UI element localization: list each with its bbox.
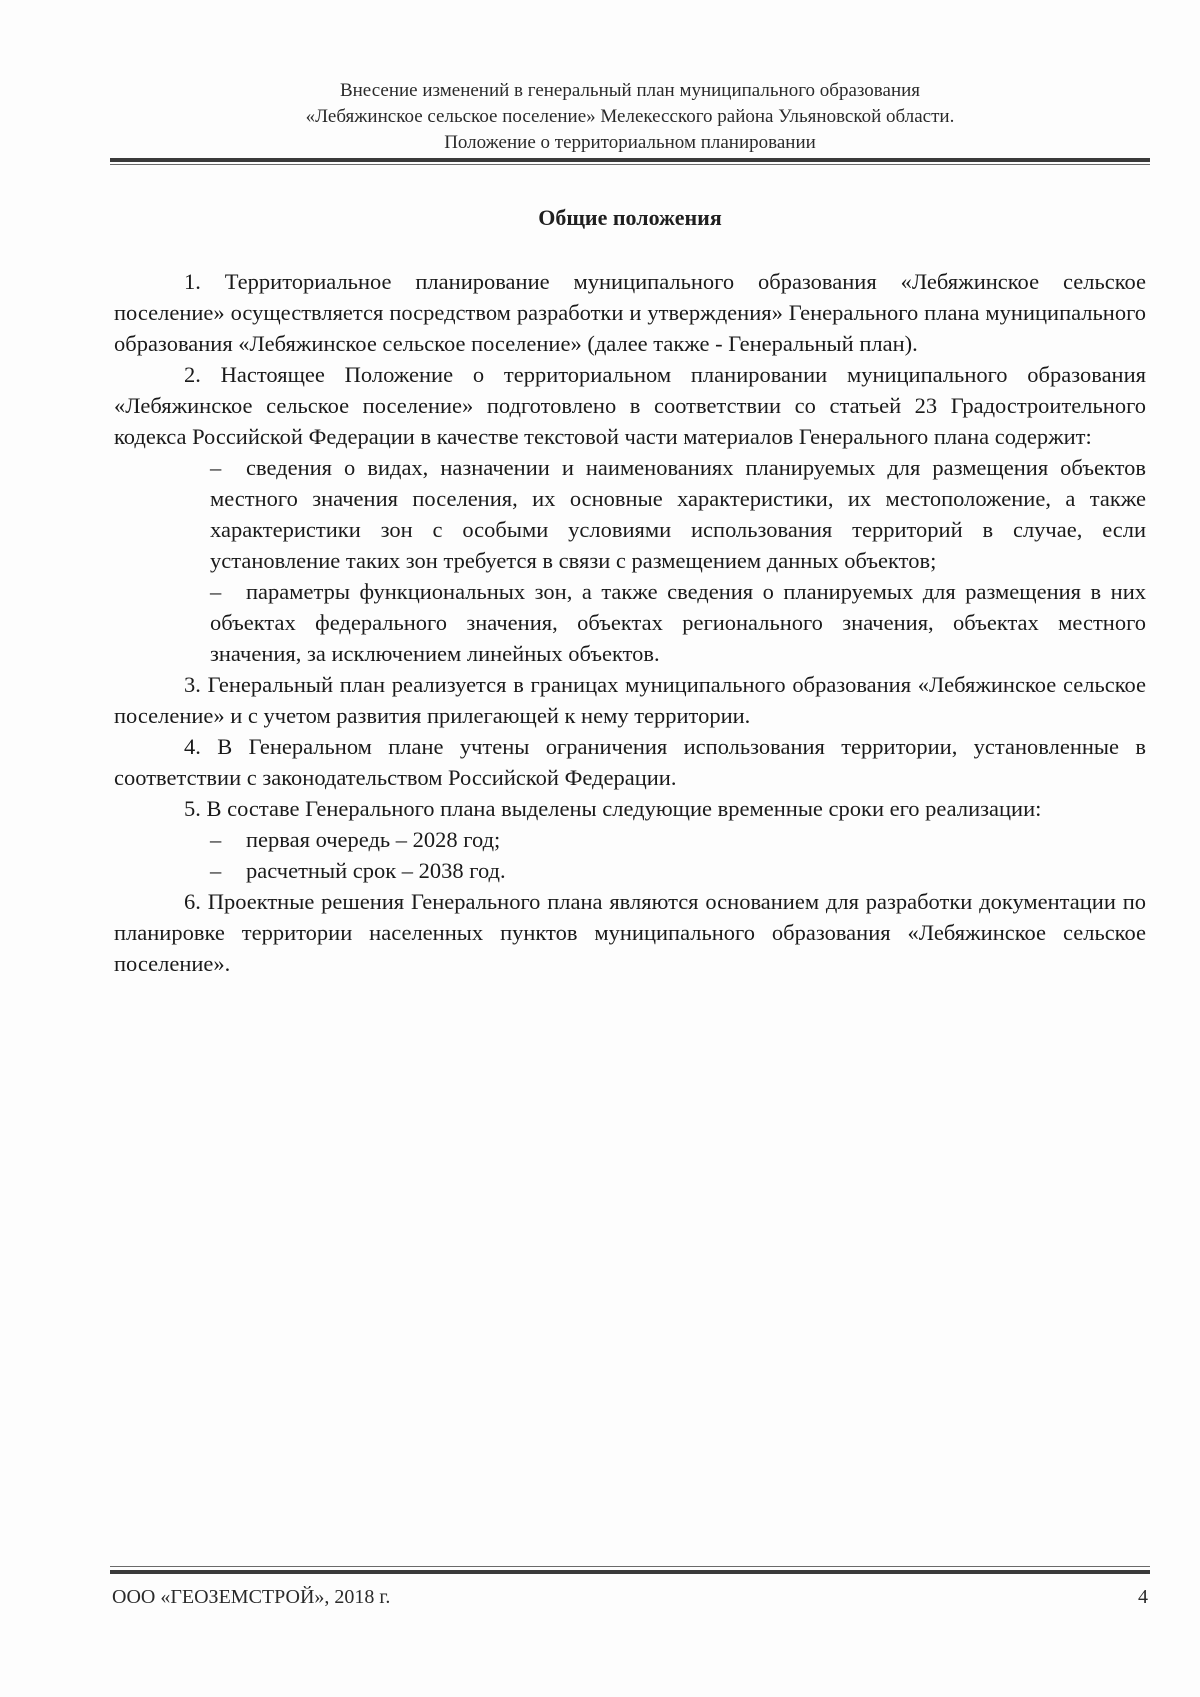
- list-item: [210, 576, 1146, 669]
- paragraph-6: 6. Проектные решения Генерального плана являются основанием для разработки документации по планировке территории населенных пунктов муниципального образования «Лебяжинское сельское поселение».: [114, 889, 1146, 976]
- page-number: 4: [1138, 1586, 1148, 1608]
- list-item: [210, 855, 1146, 886]
- header-line-3: Положение о территориальном планировании: [444, 132, 816, 153]
- header-rule-thin: [110, 164, 1150, 165]
- dash-marker: –: [210, 858, 222, 883]
- dash-marker: –: [210, 827, 222, 852]
- header-rule-thick: [110, 158, 1150, 162]
- paragraph-1: 1. Территориальное планирование муниципального образования «Лебяжинское сельское поселение» осуществляется посредством разработки и утверждения» Генерального плана муниципального образования «Лебяжинское сельское поселение» (далее также - Генеральный план).: [114, 269, 1146, 356]
- dash-marker: –: [210, 455, 222, 480]
- footer-rule-thin: [110, 1566, 1150, 1567]
- body-text: [114, 266, 1146, 979]
- list-item: [210, 452, 1146, 576]
- list-item-text: первая очередь – 2028 год;: [246, 827, 501, 852]
- dash-marker: –: [210, 579, 222, 604]
- header-line-2: «Лебяжинское сельское поселение» Мелекесского района Ульяновской области.: [305, 106, 955, 127]
- running-header: [110, 78, 1150, 156]
- list-item-text: расчетный срок – 2038 год.: [246, 858, 506, 883]
- header-line-1: Внесение изменений в генеральный план муниципального образования: [339, 80, 921, 101]
- paragraph-3: 3. Генеральный план реализуется в границах муниципального образования «Лебяжинское сельское поселение» и с учетом развития прилегающей к нему территории.: [114, 672, 1146, 728]
- list-item-text: сведения о видах, назначении и наименованиях планируемых для размещения объектов местного значения поселения, их основные характеристики, их местоположение, а также характеристики зон с особыми условиями использования территорий в случае, если установление таких зон требуется в связи с размещением данных объектов;: [210, 455, 1146, 573]
- paragraph-2: 2. Настоящее Положение о территориальном планировании муниципального образования «Лебяжинское сельское поселение» подготовлено в соответствии со статьей 23 Градостроительного кодекса Российской Федерации в качестве текстовой части материалов Генерального плана содержит:: [114, 362, 1146, 449]
- footer-rule-thick: [110, 1570, 1150, 1574]
- list-item-text: параметры функциональных зон, а также сведения о планируемых для размещения в них объектах федерального значения, объектах регионального значения, объектах местного значения, за исключением линейных объектов.: [210, 579, 1146, 666]
- list-item: [210, 824, 1146, 855]
- paragraph-5: 5. В составе Генерального плана выделены следующие временные сроки его реализации:: [184, 796, 1042, 821]
- section-title: Общие положения: [538, 205, 722, 230]
- paragraph-4: 4. В Генеральном плане учтены ограничения использования территории, установленные в соответствии с законодательством Российской Федерации.: [114, 734, 1146, 790]
- footer-organization: ООО «ГЕОЗЕМСТРОЙ», 2018 г.: [112, 1586, 391, 1608]
